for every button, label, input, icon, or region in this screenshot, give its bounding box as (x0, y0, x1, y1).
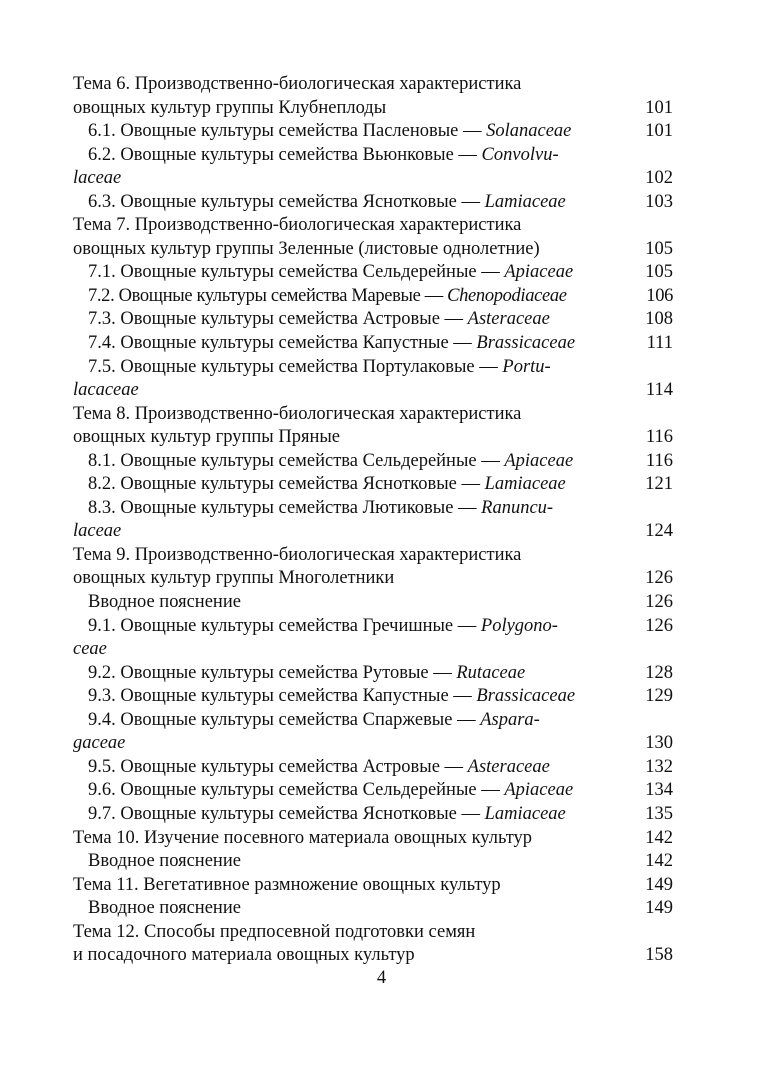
toc-subentry (73, 897, 673, 921)
toc-subentry (73, 191, 673, 215)
toc-subentry (73, 356, 673, 380)
toc-entry (73, 827, 673, 851)
toc-entry-latin-name: Polygono- (480, 615, 558, 636)
toc-subentry (73, 685, 673, 709)
toc-entry-text: Тема 9. Производственно-биологическая характеристика (73, 544, 522, 565)
toc-page-number: 121 (645, 474, 673, 495)
toc-entry-text: Тема 7. Производственно-биологическая характеристика (73, 215, 522, 236)
toc-entry-latin-name: Lamiaceae (484, 191, 566, 212)
toc-page-number: 132 (645, 756, 673, 777)
toc-entry-latin-name: Solanaceae (486, 121, 572, 142)
toc-entry-text: 9.6. Овощные культуры семейства Сельдерейные — (88, 780, 505, 801)
toc-subentry (73, 308, 673, 332)
toc-entry (73, 97, 673, 121)
toc-entry-text: 7.1. Овощные культуры семейства Сельдерейные — (88, 262, 505, 283)
toc-entry-text: Тема 8. Производственно-биологическая характеристика (73, 403, 522, 424)
toc-entry-latin-name: Brassicaceae (476, 686, 576, 707)
toc-page-number: 142 (645, 851, 673, 872)
toc-entry-text: 8.3. Овощные культуры семейства Лютиковые — (88, 497, 482, 518)
toc-page-number: 111 (646, 333, 673, 354)
toc-entry-text: 7.3. Овощные культуры семейства Астровые — (88, 309, 468, 330)
toc-entry-text: 9.7. Овощные культуры семейства Яснотковые — (88, 803, 485, 824)
toc-entry-text: Тема 6. Производственно-биологическая характеристика (73, 74, 522, 94)
toc-page-number: 129 (645, 686, 673, 707)
toc-subentry (73, 120, 673, 144)
toc-subentry (73, 497, 673, 521)
toc-entry (73, 214, 673, 238)
toc-entry-latin-name: Aspara- (480, 709, 540, 730)
toc-subentry (73, 850, 673, 874)
toc-entry-text: 9.2. Овощные культуры семейства Рутовые — (88, 662, 457, 683)
toc-entry-latin-name: laceae (73, 168, 122, 189)
toc-subentry (73, 662, 673, 686)
toc-entry-text: 6.2. Овощные культуры семейства Вьюнковые — (88, 144, 482, 165)
toc-entry (73, 379, 673, 403)
toc-entry-text: 6.1. Овощные культуры семейства Пасленовые — (88, 121, 487, 142)
toc-page-number: 149 (645, 898, 673, 919)
toc-page-number: 158 (645, 945, 673, 966)
toc-entry (73, 732, 673, 756)
toc-entry-latin-name: Apiaceae (504, 780, 574, 801)
toc-entry-text: 7.5. Овощные культуры семейства Портулаковые — (88, 356, 503, 377)
toc-entry-text: 7.4. Овощные культуры семейства Капустные — (88, 333, 477, 354)
toc-entry-text: 9.1. Овощные культуры семейства Гречишные — (88, 615, 481, 636)
toc-page-number: 134 (645, 780, 673, 801)
toc-entry-text: овощных культур группы Зеленные (листовые однолетние) (73, 238, 540, 259)
toc-subentry (73, 473, 673, 497)
toc-entry-latin-name: Asteraceae (467, 756, 550, 777)
toc-entry-text: Вводное пояснение (88, 851, 241, 872)
toc-entry-latin-name: Apiaceae (504, 450, 574, 471)
toc-subentry (73, 615, 673, 639)
toc-entry-text: овощных культур группы Пряные (73, 427, 341, 448)
toc-entry-text: 7.2. Овощные культуры семейства Маревые — (88, 285, 448, 306)
toc-entry (73, 544, 673, 568)
toc-page-number: 105 (645, 262, 673, 283)
toc-entry-latin-name: Apiaceae (504, 262, 574, 283)
toc-page-number: 126 (645, 592, 673, 613)
toc-page-number: 126 (645, 615, 673, 636)
toc-page-number: 128 (645, 662, 673, 683)
toc-page-number: 126 (645, 568, 673, 589)
toc-entry-text: Тема 12. Способы предпосевной подготовки семян (73, 921, 476, 942)
toc-subentry (73, 779, 673, 803)
toc-entry-latin-name: lacaceae (73, 380, 139, 401)
toc-entry-text: 9.4. Овощные культуры семейства Спаржевые — (88, 709, 481, 730)
toc-subentry (73, 756, 673, 780)
toc-page-number: 149 (645, 874, 673, 895)
toc-page-number: 101 (645, 121, 673, 142)
table-of-contents (73, 73, 673, 968)
toc-entry-text: Тема 10. Изучение посевного материала овощных культур (73, 827, 533, 848)
toc-entry-latin-name: Portu- (502, 356, 551, 377)
toc-page-number: 124 (645, 521, 673, 542)
toc-entry-latin-name: Brassicaceae (476, 333, 576, 354)
page-number: 4 (376, 968, 387, 988)
toc-page-number: 135 (645, 803, 673, 824)
toc-page-number: 102 (645, 168, 673, 189)
toc-page-number: 106 (646, 285, 673, 306)
toc-entry (73, 426, 673, 450)
toc-subentry (73, 591, 673, 615)
toc-page-number: 116 (645, 427, 673, 448)
toc-entry-latin-name: Lamiaceae (484, 474, 566, 495)
toc-entry-latin-name: Convolvu- (481, 144, 559, 165)
toc-entry-text: и посадочного материала овощных культур (73, 945, 415, 966)
toc-entry-text: 8.2. Овощные культуры семейства Яснотковые — (88, 474, 485, 495)
toc-entry (73, 944, 673, 968)
toc-entry-latin-name: Rutaceae (456, 662, 526, 683)
toc-subentry (73, 709, 673, 733)
toc-subentry (73, 144, 673, 168)
toc-entry (73, 403, 673, 427)
toc-entry-latin-name: gaceae (73, 733, 126, 754)
toc-page-number: 101 (645, 97, 673, 118)
toc-entry-text: 8.1. Овощные культуры семейства Сельдерейные — (88, 450, 505, 471)
toc-entry-latin-name: laceae (73, 521, 122, 542)
toc-entry-latin-name: ceae (73, 639, 107, 660)
toc-entry-text: овощных культур группы Многолетники (73, 568, 395, 589)
toc-entry (73, 638, 673, 662)
toc-page-number: 105 (645, 238, 673, 259)
toc-subentry (73, 332, 673, 356)
toc-entry-latin-name: Chenopodiaceae (447, 285, 567, 306)
toc-entry (73, 567, 673, 591)
toc-subentry (73, 261, 673, 285)
toc-page-number: 130 (645, 733, 673, 754)
toc-subentry (73, 285, 673, 309)
toc-page-number: 108 (645, 309, 673, 330)
toc-page-number: 114 (645, 380, 673, 401)
toc-entry (73, 874, 673, 898)
toc-page-number: 103 (645, 191, 673, 212)
toc-subentry (73, 803, 673, 827)
toc-entry-text: 9.5. Овощные культуры семейства Астровые — (88, 756, 468, 777)
toc-page-number: 142 (645, 827, 673, 848)
toc-entry-text: Вводное пояснение (88, 592, 241, 613)
toc-entry-latin-name: Lamiaceae (484, 803, 566, 824)
toc-entry-latin-name: Asteraceae (467, 309, 550, 330)
toc-entry (73, 167, 673, 191)
toc-entry (73, 520, 673, 544)
toc-entry-latin-name: Ranuncu- (481, 497, 554, 518)
toc-entry (73, 921, 673, 945)
toc-entry (73, 238, 673, 262)
toc-subentry (73, 450, 673, 474)
toc-entry-text: 6.3. Овощные культуры семейства Яснотковые — (88, 191, 485, 212)
toc-entry-text: 9.3. Овощные культуры семейства Капустные — (88, 686, 477, 707)
toc-entry (73, 73, 673, 97)
toc-entry-text: Тема 11. Вегетативное размножение овощных культур (73, 874, 501, 895)
toc-entry-text: овощных культур группы Клубнеплоды (73, 97, 387, 118)
toc-page-number: 116 (645, 450, 673, 471)
toc-entry-text: Вводное пояснение (88, 898, 241, 919)
